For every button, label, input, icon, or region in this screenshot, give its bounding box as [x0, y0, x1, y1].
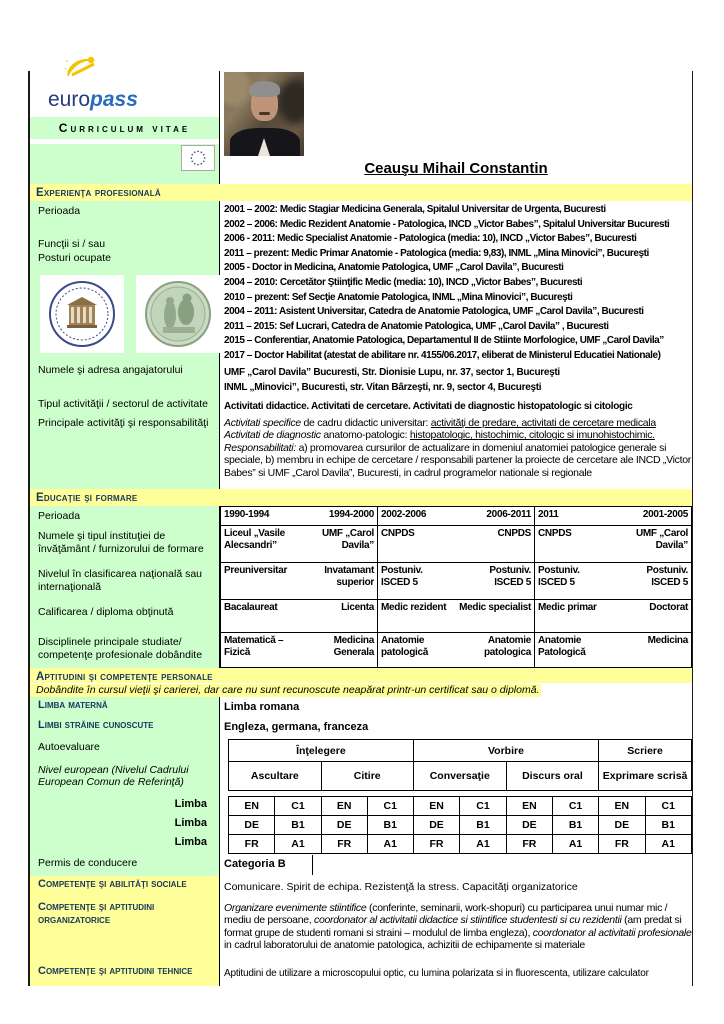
technical-competences-row — [30, 963, 692, 986]
lang-cell: EN — [321, 797, 367, 816]
personal-subtitle: Dobândite în cursul vieţii şi carierei, dar care nu sunt recunoscute neapărat printr-un certificat sau o diplomă. — [30, 684, 541, 697]
experience-line: 2004 – 2011: Asistent Universitar, Catedra de Anatomie Patologica, UMF „Carol Davila”, Bucuresti — [224, 306, 644, 318]
lang-cell: EN — [229, 797, 275, 816]
education-labels — [30, 506, 220, 668]
foreign-languages-row — [30, 717, 692, 737]
logo-pass-text: pass — [90, 88, 138, 111]
edu-level-row — [221, 563, 692, 600]
experience-line: 2017 – Doctor Habilitat (atestat de abilitare nr. 4155/06.2017, eliberat de Ministerul Educatiei Nationale) — [224, 349, 661, 361]
org-seg: (conferinte, seminarii, work-shopuri) cu participarea unui numar mic / mediu de persoane, — [224, 902, 668, 927]
label-autoevaluare: Autoevaluare — [38, 741, 100, 753]
employer-row — [30, 362, 692, 396]
label-responsibilities: Principale activităţi şi responsabilităţi — [38, 417, 209, 429]
resp-seg: activităţi de predare, activitati de cercetare medicala — [430, 417, 656, 429]
org-seg: coordonator al activitatii didactice si stiintifice studentesti si cu rezidentii — [314, 914, 622, 927]
edu-cell: 2011 — [535, 507, 614, 526]
europass-figure-icon — [64, 55, 100, 81]
lang-row-fr — [229, 835, 692, 854]
lang-subhead: Citire — [321, 762, 413, 791]
organizational-competences-text — [224, 899, 692, 952]
edu-cell: UMF „Carol Davila” — [299, 526, 378, 563]
org-seg: in cadrul laboratorului de anatomie patologica, achizitii de echipamente si materiale — [224, 939, 585, 952]
lang-cell: C1 — [275, 797, 321, 816]
section-title-education: Educaţie şi formare — [30, 489, 692, 506]
language-assessment-table — [228, 739, 692, 854]
experience-line: 2011 – prezent: Medic Primar Anatomie - Patologica (media: 9,83), INML „Mina Minovici”, Bucureşti — [224, 247, 649, 259]
lang-cell: A1 — [552, 835, 598, 854]
lang-cell: FR — [506, 835, 552, 854]
social-competences-text: Comunicare. Spirit de echipa. Rezistenţă la stress. Capacităţi organizatorice — [224, 881, 578, 893]
section-title-personal: Aptitudini şi competenţe personale — [30, 668, 692, 683]
label-activity-type: Tipul activităţii / sectorul de activitate — [38, 398, 209, 410]
person-name: Ceauşu Mihail Constantin — [364, 160, 548, 177]
experience-line: 2015 – Conferentiar, Anatomie Patologica, Departamentul II de Stiinte Morfologice, UMF „Carol Davila” — [224, 335, 664, 347]
edu-cell: UMF „Carol Davila” — [613, 526, 692, 563]
resp-seg: de cadru didactic universitar: — [300, 417, 431, 429]
edu-cell: Licenta — [299, 600, 378, 633]
edu-qualification-row — [221, 600, 692, 633]
foreign-languages-value: Engleza, germana, franceza — [224, 721, 369, 733]
org-seg: (am predat si format grupe de studenti romani si straini – modulul de limba engleza), — [224, 914, 682, 939]
lang-cell: A1 — [645, 835, 691, 854]
lang-subhead-row — [229, 762, 692, 791]
edu-cell: Matematică – Fizică — [221, 633, 300, 668]
experience-line: 2005 - Doctor in Medicina, Anatomie Patologica, UMF „Carol Davila”, Bucuresti — [224, 262, 564, 274]
lang-row-en — [229, 797, 692, 816]
edu-cell: Preuniversitar — [221, 563, 300, 600]
education-row — [30, 506, 692, 668]
lang-cell: B1 — [645, 816, 691, 835]
mother-tongue-row — [30, 697, 692, 717]
edu-cell: Medic specialist — [456, 600, 535, 633]
lang-cell: FR — [229, 835, 275, 854]
label-social-competences: Competenţe şi abilităţi sociale — [38, 878, 187, 890]
curriculum-vitae-band: Curriculum vitae — [30, 117, 219, 139]
edu-cell: Postuniv. ISCED 5 — [535, 563, 614, 600]
driving-license-text: Categoria B — [224, 858, 286, 870]
label-employer: Numele şi adresa angajatorului — [38, 364, 183, 376]
cv-document — [28, 71, 693, 986]
header-left-column — [30, 71, 220, 184]
seal-images — [40, 275, 220, 353]
edu-cell: Anatomie patologica — [456, 633, 535, 668]
edu-cell: Medic rezident — [378, 600, 457, 633]
experience-line: 2001 – 2002: Medic Stagiar Medicina Generala, Spitalul Universitar de Urgenta, Bucuresti — [224, 204, 606, 215]
lang-group-header: Vorbire — [413, 740, 598, 762]
edu-cell: CNPDS — [535, 526, 614, 563]
lang-cell: C1 — [460, 797, 507, 816]
language-labels — [30, 737, 220, 855]
portrait-photo — [224, 72, 304, 156]
resp-seg: histopatologic, histochimic, citologic si imunohistochimic. — [409, 429, 655, 442]
label-perioada: Perioada — [38, 205, 81, 217]
language-table-row — [30, 737, 692, 855]
activity-type-row — [30, 396, 692, 415]
edu-cell: 2006-2011 — [456, 507, 535, 526]
mother-tongue-value: Limba romana — [224, 701, 300, 713]
education-table — [220, 506, 692, 668]
lang-group-header-row — [229, 740, 692, 762]
lang-group-header: Scriere — [599, 740, 692, 762]
label-organizational-competences: Competenţe şi aptitudini organizatorice — [38, 901, 155, 926]
lang-cell: A1 — [460, 835, 507, 854]
employer-line: INML „Minovici”, Bucuresti, str. Vitan Bârzeşti, nr. 9, sector 4, Bucureşti — [224, 382, 542, 393]
label-technical-competences: Competenţe şi aptitudini tehnice — [38, 965, 193, 977]
label-edu-institutie: Numele şi tipul instituţiei de învăţământ / furnizorului de formare — [38, 530, 204, 555]
technical-competences-text: Aptitudini de utilizare a microscopului optic, cu lumina polarizata si in fluorescenta, utilizare calculator — [224, 968, 649, 979]
edu-cell: Postuniv. ISCED 5 — [456, 563, 535, 600]
edu-cell: CNPDS — [378, 526, 457, 563]
lang-cell: EN — [599, 797, 645, 816]
lang-cell: FR — [599, 835, 645, 854]
edu-cell: Doctorat — [613, 600, 692, 633]
label-limba-en: Limba — [174, 798, 207, 810]
label-edu-perioada: Perioada — [38, 510, 81, 522]
header-right — [220, 71, 692, 184]
europass-wordmark — [48, 89, 138, 110]
lang-cell: C1 — [367, 797, 413, 816]
edu-cell: Liceul „Vasile Alecsandri” — [221, 526, 300, 563]
label-edu-calificare: Calificarea / diploma obţinută — [38, 606, 174, 618]
edu-cell: Medic primar — [535, 600, 614, 633]
edu-cell: Invatamant superior — [299, 563, 378, 600]
lang-cell: DE — [229, 816, 275, 835]
lang-cell: B1 — [367, 816, 413, 835]
driving-license-value — [220, 855, 692, 876]
lang-cell: DE — [321, 816, 367, 835]
edu-cell: Medicina Generala — [299, 633, 378, 668]
edu-cell: Postuniv. ISCED 5 — [613, 563, 692, 600]
driving-license-row — [30, 855, 692, 876]
lang-subhead: Exprimare scrisă — [599, 762, 692, 791]
resp-seg: anatomo-patologic: — [320, 429, 410, 442]
experience-row — [30, 201, 692, 362]
experience-line: 2011 – 2015: Sef Lucrari, Catedra de Anatomie Patologica, UMF „Carol Davila” , Bucuresti — [224, 320, 609, 332]
edu-cell: Anatomie Patologică — [535, 633, 614, 668]
personal-subtitle-row — [30, 683, 692, 697]
edu-cell: 1990-1994 — [221, 507, 300, 526]
eu-stars-emblem-icon — [181, 145, 215, 171]
experience-line: 2006 - 2011: Medic Specialist Anatomie - Patologica (media: 10), INCD „Victor Babes”, Bucuresti — [224, 233, 637, 245]
lang-row-de — [229, 816, 692, 835]
lang-cell: B1 — [552, 816, 598, 835]
experience-line: 2002 – 2006: Medic Rezident Anatomie - Patologica, INCD „Victor Babes”, Spitalul Universitar Bucuresti — [224, 218, 670, 230]
edu-cell: Medicina — [613, 633, 692, 668]
resp-seg: Responsabilitati: — [224, 441, 296, 454]
responsibilities-row — [30, 415, 692, 489]
label-driving-license: Permis de conducere — [38, 857, 138, 869]
edu-disciplines-row — [221, 633, 692, 668]
edu-institution-row — [221, 526, 692, 563]
lang-cell: C1 — [552, 797, 598, 816]
label-edu-discipline: Disciplinele principale studiate/ competenţe profesionale dobândite — [38, 636, 203, 661]
lang-cell: B1 — [275, 816, 321, 835]
edu-cell: Bacalaureat — [221, 600, 300, 633]
lang-cell: A1 — [367, 835, 413, 854]
edu-cell: Anatomie patologică — [378, 633, 457, 668]
edu-cell: 2002-2006 — [378, 507, 457, 526]
medallion-seal-image — [136, 275, 220, 353]
resp-seg: a) promovarea cursurilor de actualizare in domeniul anatomiei patologice generale si speciale, b) membru in echipe de cercetare / responsabili partener la proiecte de cercetare ale INCD „Victor Babes” si UMF „Carol Davila”, Bucuresti, in cadrul programelor nationale si regionale — [224, 441, 691, 479]
org-seg: Organizare evenimente stiintifice — [224, 902, 367, 914]
lang-cell: DE — [506, 816, 552, 835]
lang-cell: B1 — [460, 816, 507, 835]
label-limba-fr: Limba — [174, 836, 207, 848]
edu-cell: Postuniv. ISCED 5 — [378, 563, 457, 600]
experience-content — [220, 201, 692, 362]
resp-seg: Activitati specifice — [224, 417, 301, 429]
label-functii: Funcţii si / sau — [38, 237, 106, 250]
label-mother-tongue: Limba maternă — [38, 699, 108, 711]
edu-cell: CNPDS — [456, 526, 535, 563]
experience-line: 2004 – 2010: Cercetător Ştiinţific Medic (media: 10), INCD „Victor Babes”, Bucuresti — [224, 276, 583, 288]
lang-subhead: Discurs oral — [506, 762, 598, 791]
organizational-competences-row — [30, 899, 692, 963]
lang-cell: EN — [413, 797, 460, 816]
edu-period-row — [221, 507, 692, 526]
logo-euro-text: euro — [48, 88, 91, 111]
lang-cell: EN — [506, 797, 552, 816]
label-limba-de: Limba — [174, 817, 207, 829]
lang-cell: DE — [413, 816, 460, 835]
table-border-fragment — [312, 855, 313, 875]
social-competences-row — [30, 876, 692, 899]
org-seg: coordonator al activitatii profesionale — [532, 926, 692, 939]
lang-cell: A1 — [275, 835, 321, 854]
experience-labels — [30, 201, 220, 362]
lang-cell: FR — [413, 835, 460, 854]
lang-cell: DE — [599, 816, 645, 835]
employer-line: UMF „Carol Davila” Bucuresti, Str. Dionisie Lupu, nr. 37, sector 1, Bucureşti — [224, 367, 560, 378]
experience-line: 2010 – prezent: Sef Secţie Anatomie Patologica, INML „Mina Minovici”, Bucureşti — [224, 291, 573, 303]
label-edu-nivel: Nivelul în clasificarea naţională sau internaţională — [38, 568, 203, 593]
umf-seal-image — [40, 275, 124, 353]
edu-cell: 2001-2005 — [613, 507, 692, 526]
lang-cell: C1 — [645, 797, 691, 816]
lang-group-header: Înţelegere — [229, 740, 414, 762]
lang-subhead: Conversaţie — [413, 762, 506, 791]
label-foreign-languages: Limbi străine cunoscute — [38, 719, 154, 731]
header — [30, 71, 692, 184]
lang-subhead: Ascultare — [229, 762, 322, 791]
header-green-band — [30, 144, 219, 184]
edu-cell: 1994-2000 — [299, 507, 378, 526]
europass-logo — [30, 71, 219, 117]
label-posturi: Posturi ocupate — [38, 252, 111, 264]
lang-cell: FR — [321, 835, 367, 854]
resp-seg: Activitati de diagnostic — [224, 429, 321, 442]
responsibilities-text — [224, 415, 692, 479]
label-nivel-european: Nivel european (Nivelul Cadrului European Comun de Referinţă) — [38, 763, 189, 788]
section-title-experience: Experienţa profesională — [30, 184, 692, 201]
activity-type-text: Activitati didactice. Activitati de cercetare. Activitati de diagnostic histopatologic si citologic — [224, 401, 633, 412]
